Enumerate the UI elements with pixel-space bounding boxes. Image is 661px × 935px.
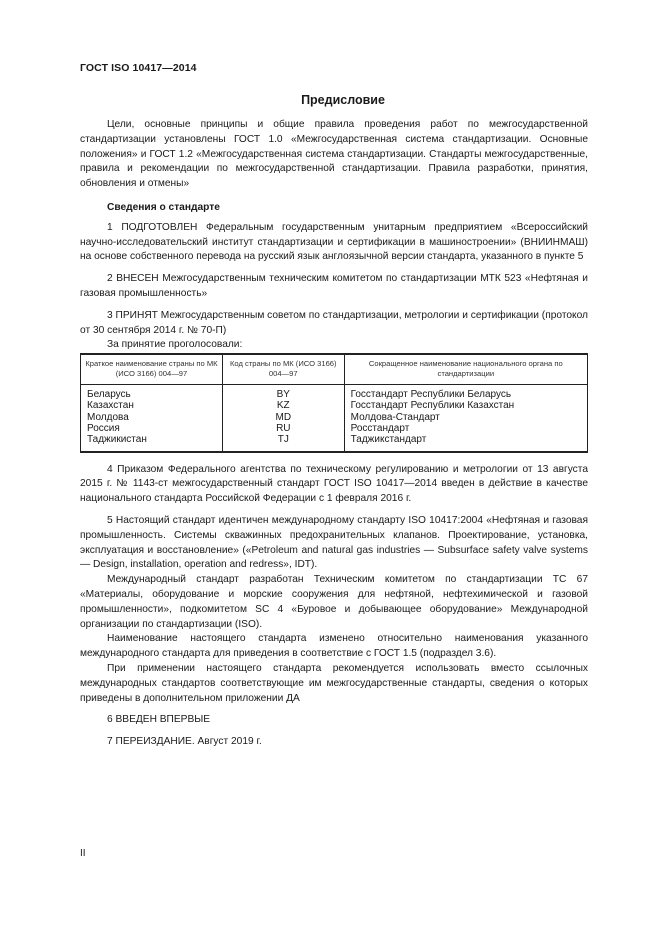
column-header-body: Сокращенное наименование национального органа по стандартизации xyxy=(344,354,587,385)
item-5-references-paragraph: При применении настоящего стандарта рекомендуется использовать вместо ссылочных международных стандартов соответствующие им межгосударственные стандарты, сведения о которых приведены в дополнительном приложении ДА xyxy=(80,663,588,704)
country-name: Молдова xyxy=(87,411,129,423)
country-name: Казахстан xyxy=(87,400,134,412)
page-title: Предисловие xyxy=(301,93,385,107)
standards-body-name: Госстандарт Республики Казахстан xyxy=(350,400,515,412)
item-6-paragraph: 6 ВВЕДЕН ВПЕРВЫЕ xyxy=(107,714,211,726)
standards-body-name: Таджикстандарт xyxy=(350,434,427,446)
votes-label: За принятие проголосовали: xyxy=(107,339,243,351)
country-cell xyxy=(81,385,223,452)
item-1-paragraph: 1 ПОДГОТОВЛЕН Федеральным государственным унитарным предприятием «Всероссийский научно-исследовательский институт стандартизации и сертификации в машиностроении» (ВНИИНМАШ) на основе собственного перевода на русский язык англоязычной версии стандарта, указанного в пункте 5 xyxy=(80,221,588,263)
column-header-code: Код страны по МК (ИСО 3166) 004—97 xyxy=(222,354,344,385)
votes-table xyxy=(80,353,588,452)
intro-paragraph: Цели, основные принципы и общие правила проведения работ по межгосударственной стандартизации установлены ГОСТ 1.0 «Межгосударственная система стандартизации. Основные положения» и ГОСТ 1.2 «Межгосударственная система стандартизации. Стандарты межгосударственные, правила и рекомендации по межгосударственной стандартизации. Правила разработки, принятия, обновления и отмены» xyxy=(80,119,588,190)
votes-table-row xyxy=(81,385,588,452)
country-code: BY xyxy=(276,389,290,401)
standards-body-name: Росстандарт xyxy=(350,423,410,435)
country-name: Беларусь xyxy=(87,389,131,401)
item-4-paragraph: 4 Приказом Федерального агентства по техническому регулированию и метрологии от 13 августа 2015 г. № 1143-ст межгосударственный стандарт ГОСТ ISO 10417—2014 введен в действие в качестве национального стандарта Российской Федерации с 1 февраля 2016 г. xyxy=(80,463,588,505)
item-2-paragraph: 2 ВНЕСЕН Межгосударственным техническим комитетом по стандартизации МТК 523 «Нефтяная и газовая промышленность» xyxy=(80,273,588,299)
country-code: RU xyxy=(276,423,291,435)
votes-table-header-row xyxy=(81,354,588,385)
country-code: TJ xyxy=(277,434,289,446)
item-5-name-change-paragraph: Наименование настоящего стандарта изменено относительно наименования указанного международного стандарта для приведения в соответствие с ГОСТ 1.5 (подраздел 3.6). xyxy=(80,633,588,660)
country-name: Таджикистан xyxy=(87,434,147,446)
country-code: MD xyxy=(275,411,292,423)
section-heading: Сведения о стандарте xyxy=(107,201,220,213)
standards-body-name: Госстандарт Республики Беларусь xyxy=(350,389,512,401)
column-header-country: Краткое наименование страны по МК (ИСО 3166) 004—97 xyxy=(81,354,223,385)
standards-body-name: Молдова-Стандарт xyxy=(350,411,440,423)
document-body xyxy=(80,118,588,750)
document-code-header: ГОСТ ISO 10417—2014 xyxy=(80,62,197,74)
body-cell xyxy=(344,385,587,452)
page-number: II xyxy=(80,848,86,859)
item-7-paragraph: 7 ПЕРЕИЗДАНИЕ. Август 2019 г. xyxy=(107,736,262,748)
item-3-paragraph: 3 ПРИНЯТ Межгосударственным советом по стандартизации, метрологии и сертификации (протокол от 30 сентября 2014 г. № 70-П) xyxy=(80,309,588,336)
code-cell xyxy=(222,385,344,452)
country-name: Россия xyxy=(87,423,120,435)
item-5-paragraph: 5 Настоящий стандарт идентичен международному стандарту ISO 10417:2004 «Нефтяная и газовая промышленность. Системы скважинных предохранительных клапанов. Проектирование, установка, эксплуатация и восстановление» («Petroleum and natural gas industries — Subsurface safety valve systems — Design, installation, operation and redress», IDT). xyxy=(80,515,588,571)
country-code: KZ xyxy=(276,400,290,412)
item-5-tc-paragraph: Международный стандарт разработан Техническим комитетом по стандартизации TC 67 «Материалы, оборудование и морские сооружения для нефтяной, нефтехимической и газовой промышленности», подкомитетом SC 4 «Буровое и добывающее оборудование» Международной организации по стандартизации (ISO). xyxy=(80,574,588,630)
